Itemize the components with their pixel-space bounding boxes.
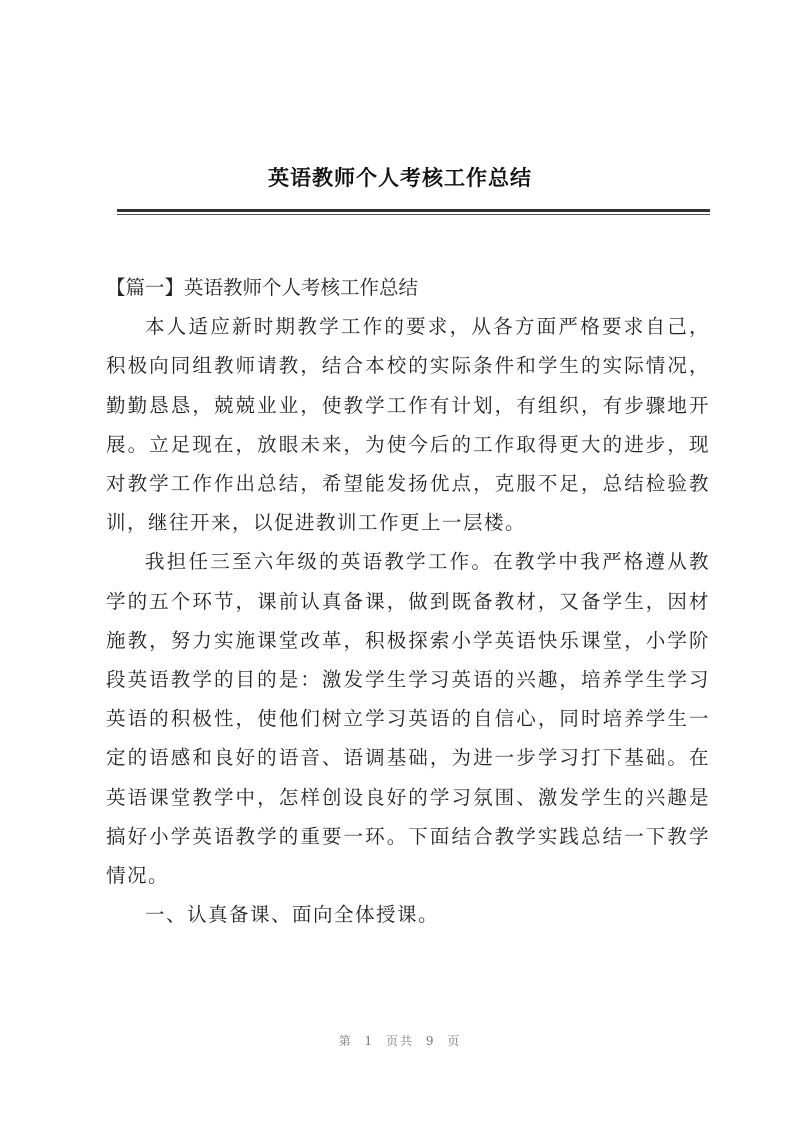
document-title: 英语教师个人考核工作总结	[268, 165, 532, 190]
document-body	[106, 268, 710, 934]
title-divider-thin	[117, 214, 710, 215]
subheading: 一、认真备课、面向全体授课。	[145, 903, 440, 927]
paragraph-2: 我担任三至六年级的英语教学工作。在教学中我严格遵从教学的五个环节，课前认真备课，做到既备教材，又备学生，因材施教，努力实施课堂改革，积极探索小学英语快乐课堂，小学阶段英语教学的目的是：激发学生学习英语的兴趣，培养学生学习英语的积极性，使他们树立学习英语的自信心，同时培养学生一定的语感和良好的语音、语调基础，为进一步学习打下基础。在英语课堂教学中，怎样创设良好的学习氛围、激发学生的兴趣是搞好小学英语教学的重要一环。下面结合教学实践总结一下教学情况。	[106, 550, 710, 888]
page-number-footer: 第 1 页共 9 页	[338, 1034, 462, 1048]
title-divider-thick	[117, 209, 710, 212]
section-heading: 【篇一】英语教师个人考核工作总结	[106, 276, 419, 299]
paragraph-1: 本人适应新时期教学工作的要求，从各方面严格要求自己，积极向同组教师请教，结合本校的实际条件和学生的实际情况，勤勤恳恳，兢兢业业，使教学工作有计划，有组织，有步骤地开展。立足现在，放眼未来，为使今后的工作取得更大的进步，现对教学工作作出总结，希望能发扬优点，克服不足，总结检验教训，继往开来，以促进教训工作更上一层楼。	[106, 315, 710, 535]
